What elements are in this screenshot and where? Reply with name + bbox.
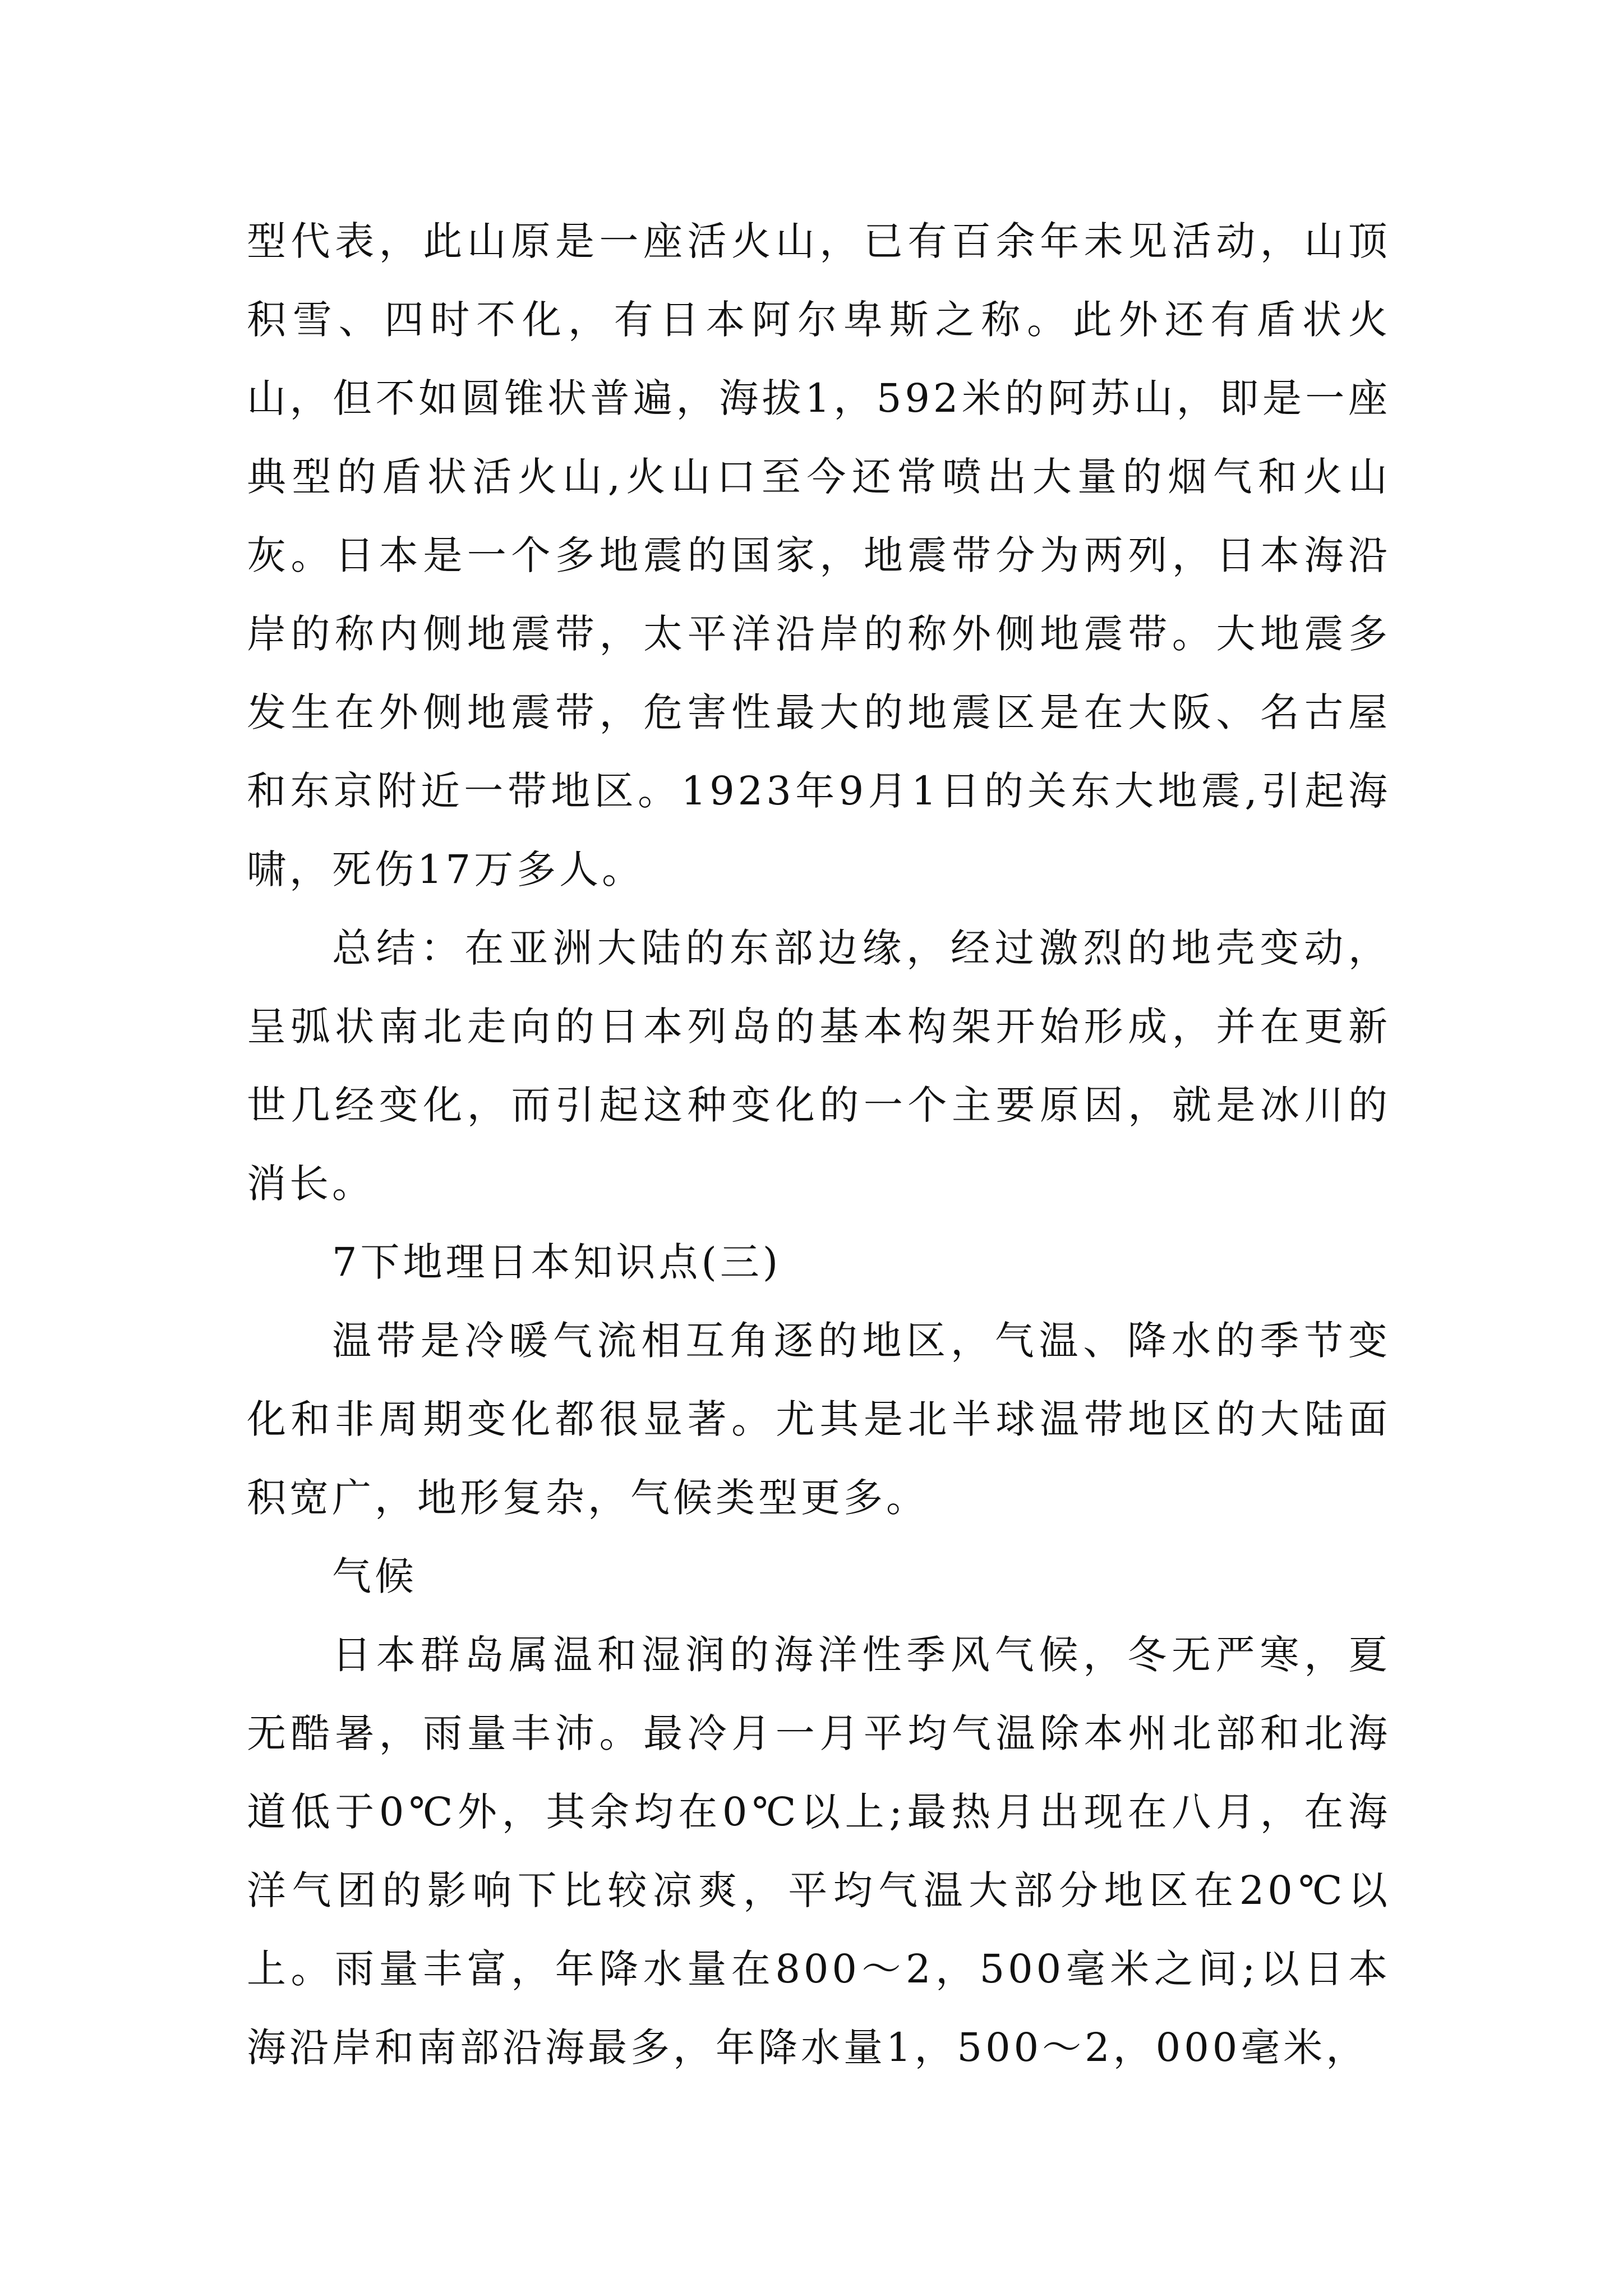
paragraph-climate: 日本群岛属温和湿润的海洋性季风气候，冬无严寒，夏无酷暑，雨量丰沛。最冷月一月平均气温除本州北部和北海道低于0℃外，其余均在0℃以上;最热月出现在八月，在海洋气团的影响下比较凉爽，平均气温大部分地区在20℃以上。雨量丰富，年降水量在800～2，500毫米之间;以日本海沿岸和南部沿海最多，年降水量1，500～2，000毫米， xyxy=(247,1632,1391,2070)
paragraph-volcano-earthquake: 型代表，此山原是一座活火山，已有百余年未见活动，山顶积雪、四时不化，有日本阿尔卑斯之称。此外还有盾状火山，但不如圆锥状普遍，海拔1，592米的阿苏山，即是一座典型的盾状活火山,火山口至今还常喷出大量的烟气和火山灰。日本是一个多地震的国家，地震带分为两列，日本海沿岸的称内侧地震带，太平洋沿岸的称外侧地震带。大地震多发生在外侧地震带，危害性最大的地震区是在大阪、名古屋和东京附近一带地区。1923年9月1日的关东大地震,引起海啸，死伤17万多人。 xyxy=(247,218,1391,892)
paragraph-temperate-zone: 温带是冷暖气流相互角逐的地区，气温、降水的季节变化和非周期变化都很显著。尤其是北半球温带地区的大陆面积宽广，地形复杂，气候类型更多。 xyxy=(247,1318,1391,1521)
paragraph-summary: 总结：在亚洲大陆的东部边缘，经过激烈的地壳变动，呈弧状南北走向的日本列岛的基本构架开始形成，并在更新世几经变化，而引起这种变化的一个主要原因，就是冰川的消长。 xyxy=(247,925,1391,1207)
subheading-climate: 气候 xyxy=(332,1553,417,1599)
document-body xyxy=(247,202,1391,2087)
section-heading: 7下地理日本知识点(三) xyxy=(332,1239,782,1285)
